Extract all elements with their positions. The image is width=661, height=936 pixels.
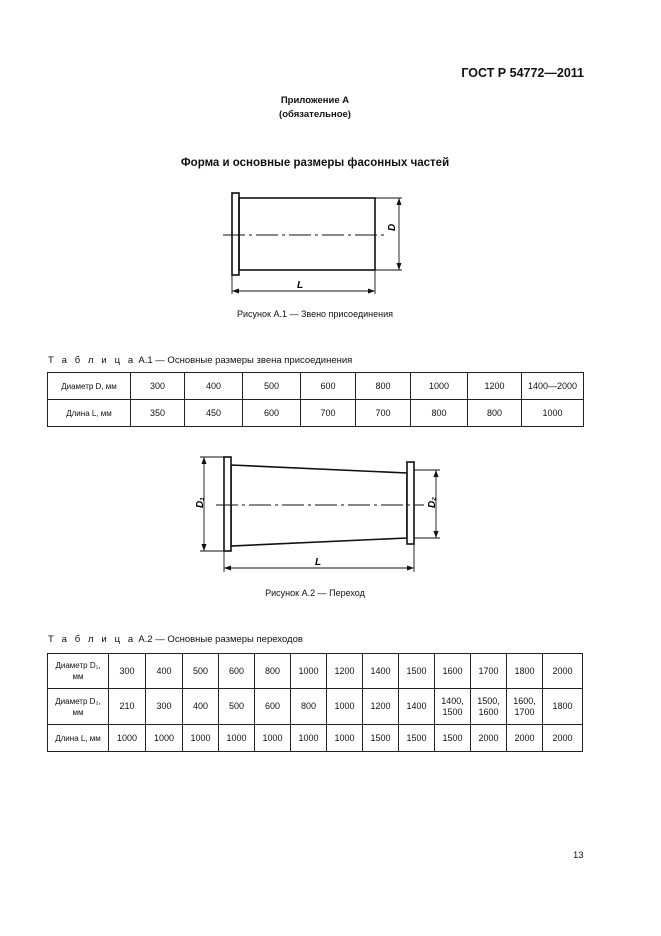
table-a2-head-d1: Диаметр D₁, мм (48, 654, 109, 689)
table-cell: 1500, 1600 (471, 689, 507, 725)
table-cell: 1600 (435, 654, 471, 689)
table-cell: 1000 (146, 725, 183, 752)
table-cell: 1600, 1700 (507, 689, 543, 725)
table-cell: 600 (255, 689, 291, 725)
fig2-flange-large (224, 457, 231, 551)
table-cell: 700 (301, 400, 356, 427)
standard-number: ГОСТ Р 54772—2011 (461, 66, 584, 80)
table-cell: 300 (146, 689, 183, 725)
table-a1-caption-text: А.1 — Основные размеры звена присоединения (135, 355, 353, 366)
table-cell: 1500 (399, 654, 435, 689)
table-a2-row-length (48, 725, 583, 752)
table-cell: 1500 (399, 725, 435, 752)
table-cell: 1000 (183, 725, 219, 752)
table-cell: 500 (183, 654, 219, 689)
table-cell: 1000 (109, 725, 146, 752)
table-cell: 1500 (363, 725, 399, 752)
table-cell: 800 (291, 689, 327, 725)
table-a1-head-length: Длина L, мм (48, 400, 131, 427)
table-cell: 600 (219, 654, 255, 689)
table-a2 (47, 653, 583, 752)
table-cell: 500 (219, 689, 255, 725)
page-number: 13 (573, 850, 584, 861)
table-cell: 2000 (543, 725, 583, 752)
fig2-cone-body (231, 465, 407, 546)
table-a2-caption-text: А.2 — Основные размеры переходов (135, 634, 303, 645)
table-cell: 800 (356, 373, 411, 400)
table-cell: 600 (301, 373, 356, 400)
table-cell: 800 (468, 400, 522, 427)
table-a2-caption-prefix: Т а б л и ц а (48, 634, 136, 645)
table-cell: 300 (109, 654, 146, 689)
table-cell: 2000 (543, 654, 583, 689)
figure-a1-caption: Рисунок А.1 — Звено присоединения (237, 309, 393, 319)
fig1-label-d: D (387, 223, 398, 231)
table-cell: 450 (185, 400, 243, 427)
table-cell: 2000 (471, 725, 507, 752)
table-cell: 800 (411, 400, 468, 427)
table-cell: 1800 (543, 689, 583, 725)
table-a2-row-d1 (48, 654, 583, 689)
table-cell: 1400 (399, 689, 435, 725)
fig2-label-d2: D₂ (427, 496, 438, 508)
table-a2-caption (48, 634, 303, 645)
table-cell: 800 (255, 654, 291, 689)
table-cell: 2000 (507, 725, 543, 752)
table-cell: 1000 (327, 689, 363, 725)
table-cell: 1000 (291, 725, 327, 752)
table-cell: 1000 (411, 373, 468, 400)
table-cell: 1400—2000 (522, 373, 584, 400)
table-cell: 1200 (363, 689, 399, 725)
fig2-label-d1: D₁ (195, 497, 206, 508)
table-a2-row-d2 (48, 689, 583, 725)
annex-title: Приложение А (280, 95, 350, 106)
table-cell: 700 (356, 400, 411, 427)
table-cell: 1000 (255, 725, 291, 752)
table-cell: 1000 (327, 725, 363, 752)
table-cell: 500 (243, 373, 301, 400)
table-cell: 1500 (435, 725, 471, 752)
table-cell: 350 (131, 400, 185, 427)
table-cell: 210 (109, 689, 146, 725)
table-cell: 400 (185, 373, 243, 400)
table-cell: 1000 (522, 400, 584, 427)
table-cell: 1200 (327, 654, 363, 689)
table-a1-head-diameter: Диаметр D, мм (48, 373, 131, 400)
section-title: Форма и основные размеры фасонных частей (180, 157, 450, 169)
table-a2-head-length: Длина L, мм (48, 725, 109, 752)
table-cell: 300 (131, 373, 185, 400)
annex-subtitle: (обязательное) (279, 109, 351, 120)
table-cell: 1700 (471, 654, 507, 689)
fig1-label-l: L (297, 280, 304, 291)
table-a2-head-d2: Диаметр D₂, мм (48, 689, 109, 725)
table-cell: 1000 (219, 725, 255, 752)
table-cell: 1400 (363, 654, 399, 689)
table-cell: 1200 (468, 373, 522, 400)
fig2-label-l: L (315, 557, 322, 568)
table-cell: 600 (243, 400, 301, 427)
table-cell: 400 (146, 654, 183, 689)
fig2-flange-small (407, 462, 414, 544)
table-a1-caption-prefix: Т а б л и ц а (48, 355, 136, 366)
table-cell: 1400, 1500 (435, 689, 471, 725)
table-cell: 400 (183, 689, 219, 725)
table-cell: 1000 (291, 654, 327, 689)
figure-a2-caption: Рисунок А.2 — Переход (265, 588, 365, 598)
table-cell: 1800 (507, 654, 543, 689)
